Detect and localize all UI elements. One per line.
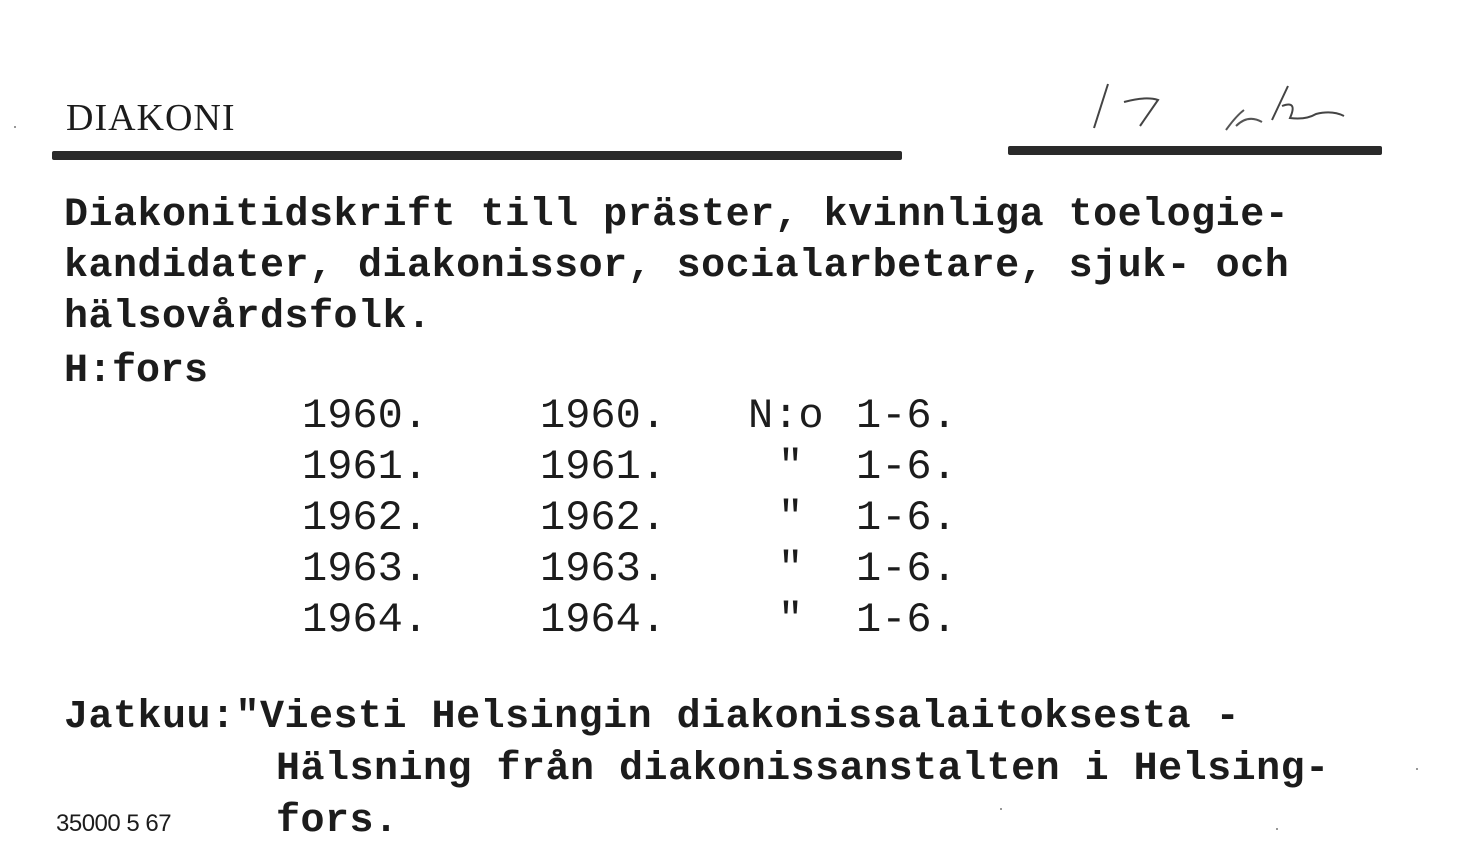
holding-year: 1962. (302, 494, 429, 542)
description-line: hälsovårdsfolk. (64, 295, 432, 340)
holding-volume: 1961. (540, 443, 667, 491)
holding-year: 1963. (302, 545, 429, 593)
description-line: kandidater, diakonissor, socialarbetare, sjuk- och (64, 244, 1290, 289)
continuation-note: Jatkuu:"Viesti Helsingin diakonissalaitoksesta - (64, 695, 1241, 740)
holding-numbers: 1-6. (856, 494, 957, 542)
holdings-row (302, 392, 1002, 443)
holding-label: " (778, 545, 804, 593)
holding-numbers: 1-6. (856, 596, 957, 644)
holding-year: 1964. (302, 596, 429, 644)
holding-label: N:o (748, 392, 824, 440)
card-heading: DIAKONI (66, 97, 236, 139)
paper-speck (1416, 768, 1418, 770)
print-code: 35000 5 67 (56, 810, 172, 837)
continuation-note-line: fors. (276, 799, 399, 844)
holding-label: " (778, 443, 804, 491)
continuation-note-line: Hälsning från diakonissanstalten i Helsing- (276, 747, 1330, 792)
paper-speck (1000, 808, 1002, 810)
heading-rule-right (1008, 146, 1382, 155)
holding-volume: 1963. (540, 545, 667, 593)
holding-numbers: 1-6. (856, 443, 957, 491)
holdings-row (302, 596, 1002, 647)
heading-rule-left (52, 151, 902, 160)
holdings-row (302, 494, 1002, 545)
holding-label: " (778, 494, 804, 542)
holding-year: 1961. (302, 443, 429, 491)
holdings-row (302, 443, 1002, 494)
description (64, 190, 1289, 343)
place-of-publication: H:fors (64, 349, 209, 394)
description-line: Diakonitidskrift till präster, kvinnliga toelogie- (64, 193, 1290, 238)
holding-numbers: 1-6. (856, 392, 957, 440)
holding-volume: 1962. (540, 494, 667, 542)
paper-speck (14, 126, 16, 128)
handwritten-note-15-pk (1076, 76, 1356, 136)
holding-volume: 1960. (540, 392, 667, 440)
holding-numbers: 1-6. (856, 545, 957, 593)
holdings-list (302, 392, 1002, 647)
holding-year: 1960. (302, 392, 429, 440)
holdings-row (302, 545, 1002, 596)
paper-speck (1276, 828, 1278, 830)
holding-volume: 1964. (540, 596, 667, 644)
holding-label: " (778, 596, 804, 644)
